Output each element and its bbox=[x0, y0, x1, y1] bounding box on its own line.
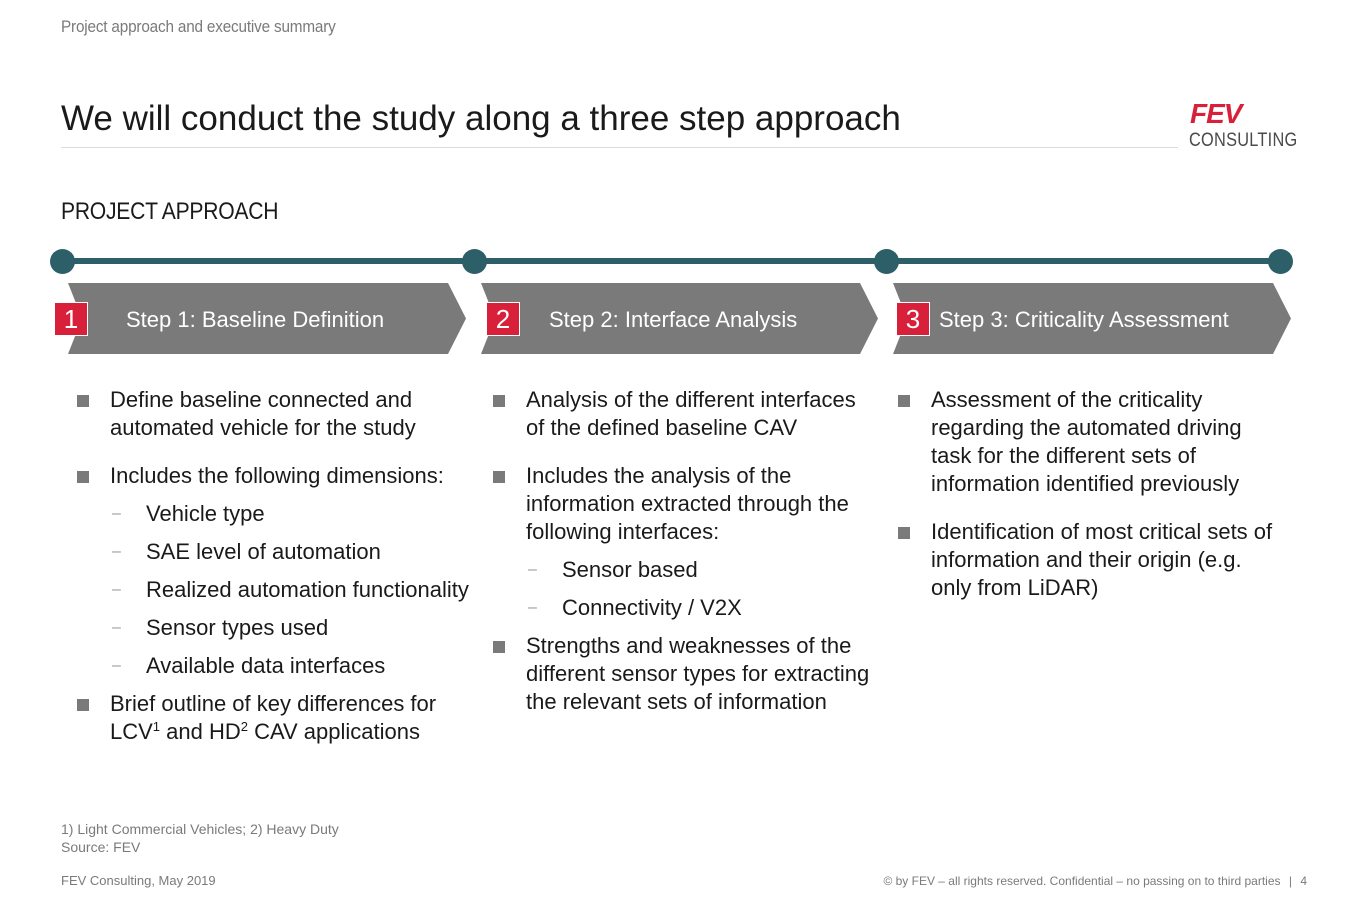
source-line: Source: FEV bbox=[61, 839, 141, 855]
timeline-dot bbox=[462, 249, 487, 274]
page-number: 4 bbox=[1300, 874, 1307, 888]
bullet-text: Brief outline of key differences for LCV bbox=[110, 691, 437, 744]
sub-item: – Connectivity / V2X bbox=[526, 594, 880, 622]
bullet-item bbox=[74, 690, 469, 746]
footer-company-date: FEV Consulting, May 2019 bbox=[61, 873, 216, 888]
sub-item: – Sensor types used bbox=[110, 614, 469, 642]
bullet-item bbox=[490, 462, 880, 622]
bullet-text: Includes the analysis of the information extracted through the following interfaces: bbox=[526, 463, 849, 544]
step-1-label: Step 1: Baseline Definition bbox=[126, 307, 385, 332]
bullet-text: Includes the following dimensions: bbox=[110, 463, 444, 488]
sub-item: – Realized automation functionality bbox=[110, 576, 469, 604]
step-1-number: 1 bbox=[54, 302, 88, 336]
footer-separator: | bbox=[1288, 874, 1292, 888]
logo-brand: FEV bbox=[1190, 98, 1242, 129]
timeline-dot bbox=[874, 249, 899, 274]
breadcrumb: Project approach and executive summary bbox=[61, 17, 336, 36]
bullet-item: Define baseline connected and automated vehicle for the study bbox=[74, 386, 469, 442]
sub-item: – Sensor based bbox=[526, 556, 880, 584]
footnote-ref: 2 bbox=[240, 719, 248, 734]
step-3-content bbox=[895, 386, 1280, 622]
footnote-ref: 1 bbox=[152, 719, 161, 734]
bullet-text: and HD bbox=[160, 719, 241, 744]
section-label: PROJECT APPROACH bbox=[61, 198, 279, 225]
bullet-item: Identification of most critical sets of information and their origin (e.g. only from LiDAR) bbox=[895, 518, 1280, 602]
footnote-line: 1) Light Commercial Vehicles; 2) Heavy Duty bbox=[61, 821, 339, 837]
sub-list bbox=[110, 500, 469, 680]
bullet-item bbox=[74, 462, 469, 680]
page-title: We will conduct the study along a three step approach bbox=[61, 99, 901, 138]
sub-item: – Available data interfaces bbox=[110, 652, 469, 680]
timeline-dot bbox=[50, 249, 75, 274]
step-2-label: Step 2: Interface Analysis bbox=[549, 307, 798, 332]
bullet-item: Analysis of the different interfaces of the defined baseline CAV bbox=[490, 386, 880, 442]
step-2-content bbox=[490, 386, 880, 736]
timeline-line bbox=[62, 258, 1281, 264]
copyright-text: © by FEV – all rights reserved. Confidential – no passing on to third parties bbox=[883, 874, 1281, 888]
title-divider bbox=[61, 147, 1178, 148]
sub-list bbox=[526, 556, 880, 622]
sub-item: – Vehicle type bbox=[110, 500, 469, 528]
step-2-number: 2 bbox=[486, 302, 520, 336]
bullet-item: Strengths and weaknesses of the different sensor types for extracting the relevant sets of information bbox=[490, 632, 880, 716]
logo-subtitle: CONSULTING bbox=[1189, 130, 1298, 151]
step-3-label: Step 3: Criticality Assessment bbox=[939, 307, 1229, 332]
footer-copyright bbox=[883, 874, 1307, 888]
footnotes bbox=[61, 820, 339, 856]
fev-consulting-logo bbox=[1186, 100, 1296, 152]
step-1-content bbox=[74, 386, 469, 766]
bullet-text: CAV applications bbox=[247, 719, 420, 744]
sub-item: – SAE level of automation bbox=[110, 538, 469, 566]
step-3-number: 3 bbox=[896, 302, 930, 336]
timeline-dot bbox=[1268, 249, 1293, 274]
bullet-item: Assessment of the criticality regarding the automated driving task for the different sets of information identified previously bbox=[895, 386, 1280, 498]
